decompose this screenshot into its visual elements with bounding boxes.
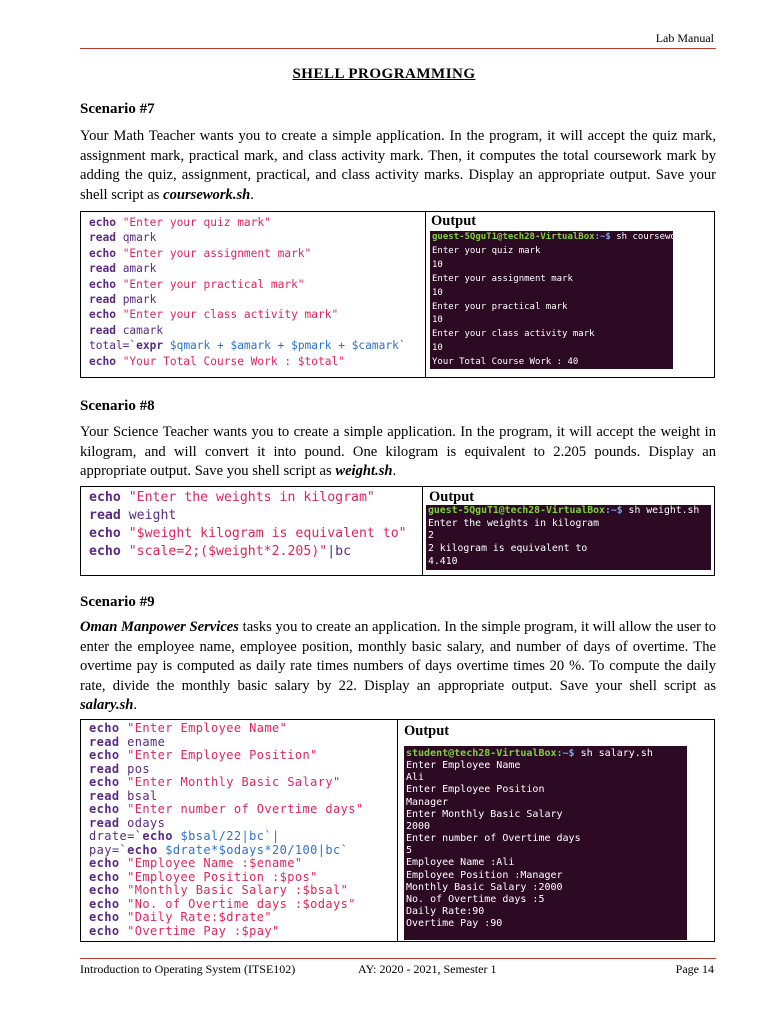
code-line bbox=[89, 857, 364, 871]
terminal-line: 10 bbox=[432, 343, 443, 354]
company-name: Oman Manpower Services bbox=[80, 619, 239, 635]
terminal-line: 4.410 bbox=[428, 555, 458, 567]
terminal-line: Enter your class activity mark bbox=[432, 329, 595, 340]
code-keyword: echo bbox=[89, 856, 120, 870]
filename: coursework.sh bbox=[163, 186, 251, 203]
code-block bbox=[89, 722, 364, 938]
code-line bbox=[89, 507, 407, 525]
code-text: odays bbox=[119, 815, 166, 830]
terminal-line: Your Total Course Work : 40 bbox=[432, 357, 579, 368]
code-text: bsal bbox=[119, 788, 158, 803]
code-keyword: echo bbox=[89, 308, 116, 322]
code-keyword: echo bbox=[89, 490, 121, 505]
code-text: weight bbox=[120, 508, 177, 523]
code-string: "No. of Overtime days :$odays" bbox=[119, 896, 356, 911]
code-string: "Overtime Pay :$pay" bbox=[119, 923, 280, 938]
scenario-7-paragraph bbox=[80, 127, 716, 205]
footer-academic-year: AY: 2020 - 2021, Semester 1 bbox=[358, 962, 497, 976]
code-line bbox=[89, 898, 364, 912]
paragraph-text: tasks you to create an application. In the simple program, it will allow the user to enter the employee name, employee position, monthly basic salary, and number of days of overtime. The overtime pay is computed as daily rate times numbers of days overtime times 20 %. To compute the daily rate, divide the monthly basic salary by 22. Display an appropriate output. Save your shell script as bbox=[80, 619, 716, 694]
terminal-line: Enter your practical mark bbox=[432, 301, 568, 312]
scenario-9-heading: Scenario #9 bbox=[80, 594, 155, 610]
terminal-prompt-line bbox=[406, 748, 687, 760]
header-label: Lab Manual bbox=[655, 31, 714, 45]
page-title: SHELL PROGRAMMING bbox=[292, 66, 476, 82]
code-keyword: echo bbox=[89, 721, 120, 735]
code-keyword: echo bbox=[89, 748, 120, 762]
terminal-prompt-user: guest-5QguT1@tech28-VirtualBox bbox=[432, 232, 595, 242]
code-string: "$weight kilogram is equivalent to" bbox=[120, 526, 407, 541]
code-line bbox=[89, 354, 406, 369]
code-keyword: echo bbox=[89, 869, 120, 884]
code-string: "scale=2;($weight*2.205)" bbox=[120, 544, 328, 559]
code-line bbox=[89, 736, 364, 750]
code-keyword: read bbox=[89, 323, 116, 337]
column-divider bbox=[422, 487, 423, 575]
scenario-8-box bbox=[80, 486, 715, 576]
terminal-command: sh weight.sh bbox=[622, 505, 700, 516]
scenario-7-box bbox=[80, 211, 715, 378]
code-line bbox=[89, 776, 364, 790]
code-keyword: echo bbox=[89, 246, 116, 260]
code-line bbox=[89, 215, 406, 230]
terminal-line: Monthly Basic Salary :2000 bbox=[406, 881, 563, 893]
terminal-prompt-path: :~$ bbox=[604, 505, 623, 516]
code-string: "Daily Rate:$drate" bbox=[119, 910, 272, 924]
code-keyword: echo bbox=[89, 526, 121, 541]
paragraph-end: . bbox=[133, 697, 138, 714]
filename: weight.sh bbox=[335, 463, 393, 480]
code-string: "Enter your practical mark" bbox=[115, 277, 305, 291]
code-substitution: $bsal/22|bc`| bbox=[172, 829, 280, 843]
terminal-line: 2 kilogram is equivalent to bbox=[428, 543, 588, 555]
code-line bbox=[89, 230, 406, 245]
terminal-line: 10 bbox=[432, 315, 443, 326]
paragraph-end: . bbox=[250, 186, 254, 203]
code-line bbox=[89, 338, 406, 353]
code-keyword: echo bbox=[89, 923, 120, 938]
code-text: amark bbox=[115, 262, 157, 276]
terminal-line: Employee Position :Manager bbox=[406, 869, 563, 881]
code-keyword: read bbox=[89, 815, 120, 830]
code-string: "Enter Employee Position" bbox=[119, 748, 318, 762]
code-string: "Enter your assignment mark" bbox=[115, 246, 312, 260]
scenario-9-box bbox=[80, 719, 715, 942]
terminal-prompt-line bbox=[432, 231, 703, 245]
code-string: "Enter Employee Name" bbox=[119, 721, 288, 735]
code-keyword: echo bbox=[89, 910, 120, 924]
terminal-prompt-path: :~$ bbox=[556, 748, 575, 759]
code-keyword: read bbox=[89, 262, 116, 276]
terminal-prompt-user: guest-5QguT1@tech28-VirtualBox bbox=[428, 505, 605, 516]
terminal-line: Employee Name :Ali bbox=[406, 857, 515, 869]
scenario-9-paragraph bbox=[80, 618, 716, 716]
code-line bbox=[89, 817, 364, 831]
code-text: ename bbox=[119, 734, 166, 749]
code-line bbox=[89, 277, 406, 292]
code-keyword: echo bbox=[89, 896, 120, 911]
code-text: pmark bbox=[115, 293, 157, 307]
code-block bbox=[89, 489, 407, 561]
output-label: Output bbox=[431, 213, 477, 229]
code-keyword: echo bbox=[127, 842, 158, 857]
code-line bbox=[89, 803, 364, 817]
code-line bbox=[89, 844, 364, 858]
paragraph-text: Your Science Teacher wants you to create a simple application. In the program, it will accept the weight in kilogram, and will convert it into pound. One kilogram is equivalent to 2.205 pounds. Display an appropriate output. Save you shell script as bbox=[80, 424, 716, 480]
code-string: "Enter your quiz mark" bbox=[115, 216, 271, 229]
terminal-line: Overtime Pay :90 bbox=[406, 918, 503, 930]
terminal-line: Enter Monthly Basic Salary bbox=[406, 808, 563, 820]
code-block bbox=[89, 215, 406, 369]
output-label: Output bbox=[429, 489, 475, 505]
code-line bbox=[89, 884, 364, 898]
terminal-line: Enter Employee Name bbox=[406, 760, 521, 772]
terminal-prompt-user: student@tech28-VirtualBox bbox=[406, 748, 557, 759]
code-line bbox=[89, 292, 406, 307]
code-keyword: echo bbox=[89, 802, 120, 816]
footer-rule bbox=[80, 958, 716, 959]
terminal-output bbox=[430, 231, 703, 369]
header-rule bbox=[80, 48, 716, 49]
code-text: qmark bbox=[115, 231, 157, 245]
terminal-line: Daily Rate:90 bbox=[406, 906, 485, 918]
terminal-output bbox=[426, 505, 711, 570]
code-string: "Employee Position :$pos" bbox=[119, 869, 318, 884]
footer-page-number: Page 14 bbox=[675, 962, 714, 976]
terminal-line: Enter your quiz mark bbox=[432, 245, 541, 256]
code-keyword: read bbox=[89, 788, 120, 803]
terminal-line: Enter Employee Position bbox=[406, 784, 545, 796]
code-string: "Enter number of Overtime days" bbox=[119, 802, 364, 816]
code-substitution: $drate*$odays*20/100|bc` bbox=[157, 842, 349, 857]
code-string: "Enter your class activity mark" bbox=[115, 308, 339, 322]
code-keyword: read bbox=[89, 231, 116, 245]
terminal-prompt-path: :~$ bbox=[594, 232, 611, 242]
code-string: "Employee Name :$ename" bbox=[119, 856, 303, 870]
code-line bbox=[89, 525, 407, 543]
code-line bbox=[89, 307, 406, 322]
terminal-line: Enter the weights in kilogram bbox=[428, 517, 600, 529]
code-line bbox=[89, 925, 364, 939]
code-assignment: pay=` bbox=[89, 842, 128, 857]
filename: salary.sh bbox=[80, 697, 134, 714]
code-keyword: read bbox=[89, 734, 120, 749]
terminal-line: Manager bbox=[406, 796, 449, 808]
code-keyword: read bbox=[89, 293, 116, 307]
code-line bbox=[89, 246, 406, 261]
code-keyword: echo bbox=[89, 277, 116, 291]
code-keyword: echo bbox=[89, 216, 116, 229]
scenario-8-heading: Scenario #8 bbox=[80, 398, 155, 414]
code-assignment: total=` bbox=[89, 339, 137, 353]
code-line bbox=[89, 763, 364, 777]
code-string: "Enter the weights in kilogram" bbox=[120, 490, 375, 505]
code-keyword: expr bbox=[136, 339, 164, 353]
code-substitution: $qmark + $amark + $pmark + $camark` bbox=[163, 339, 406, 353]
code-assignment: drate=` bbox=[89, 829, 143, 843]
code-keyword: read bbox=[89, 761, 120, 776]
code-line bbox=[89, 790, 364, 804]
column-divider bbox=[397, 720, 398, 941]
terminal-line: 2000 bbox=[406, 820, 431, 832]
code-line bbox=[89, 722, 364, 736]
code-keyword: echo bbox=[142, 829, 173, 843]
terminal-line: Enter your assignment mark bbox=[432, 273, 573, 284]
paragraph-end: . bbox=[392, 463, 397, 480]
code-text: pos bbox=[119, 761, 150, 776]
paragraph-text: Your Math Teacher wants you to create a simple application. In the program, it will accept the quiz mark, assignment mark, practical mark, and class activity mark. Then, it computes the total coursework mark by adding the quiz, assignment, practical, and class activity marks. Display an appropriate output. Save your shell script as bbox=[80, 128, 716, 203]
code-keyword: echo bbox=[89, 883, 120, 897]
code-line bbox=[89, 871, 364, 885]
output-label: Output bbox=[404, 723, 450, 739]
code-line bbox=[89, 489, 407, 507]
code-keyword: echo bbox=[89, 775, 120, 789]
terminal-line: 5 bbox=[406, 845, 413, 857]
code-line bbox=[89, 323, 406, 338]
code-string: "Enter Monthly Basic Salary" bbox=[119, 775, 341, 789]
terminal-line: 10 bbox=[432, 259, 443, 270]
terminal-line: Enter number of Overtime days bbox=[406, 833, 581, 845]
code-text: camark bbox=[115, 323, 164, 337]
code-keyword: echo bbox=[89, 354, 116, 368]
code-keyword: echo bbox=[89, 544, 121, 559]
terminal-output bbox=[404, 746, 687, 940]
terminal-line: No. of Overtime days :5 bbox=[406, 893, 545, 905]
terminal-prompt-line bbox=[428, 505, 711, 518]
terminal-line: 2 bbox=[428, 530, 434, 542]
scenario-7-heading: Scenario #7 bbox=[80, 101, 155, 117]
code-line bbox=[89, 749, 364, 763]
code-string: "Monthly Basic Salary :$bsal" bbox=[119, 883, 349, 897]
terminal-command: sh coursework.sh bbox=[610, 232, 703, 242]
terminal-command: sh salary.sh bbox=[574, 748, 653, 759]
scenario-8-paragraph bbox=[80, 423, 716, 482]
code-line bbox=[89, 543, 407, 561]
terminal-line: Ali bbox=[406, 772, 425, 784]
footer-course: Introduction to Operating System (ITSE102) bbox=[80, 962, 296, 976]
code-keyword: read bbox=[89, 508, 121, 523]
terminal-line: 10 bbox=[432, 287, 443, 298]
code-line bbox=[89, 911, 364, 925]
column-divider bbox=[425, 212, 426, 377]
code-line bbox=[89, 261, 406, 276]
code-line bbox=[89, 830, 364, 844]
code-assignment: |bc bbox=[327, 544, 352, 559]
code-string: "Your Total Course Work : $total" bbox=[115, 354, 345, 368]
